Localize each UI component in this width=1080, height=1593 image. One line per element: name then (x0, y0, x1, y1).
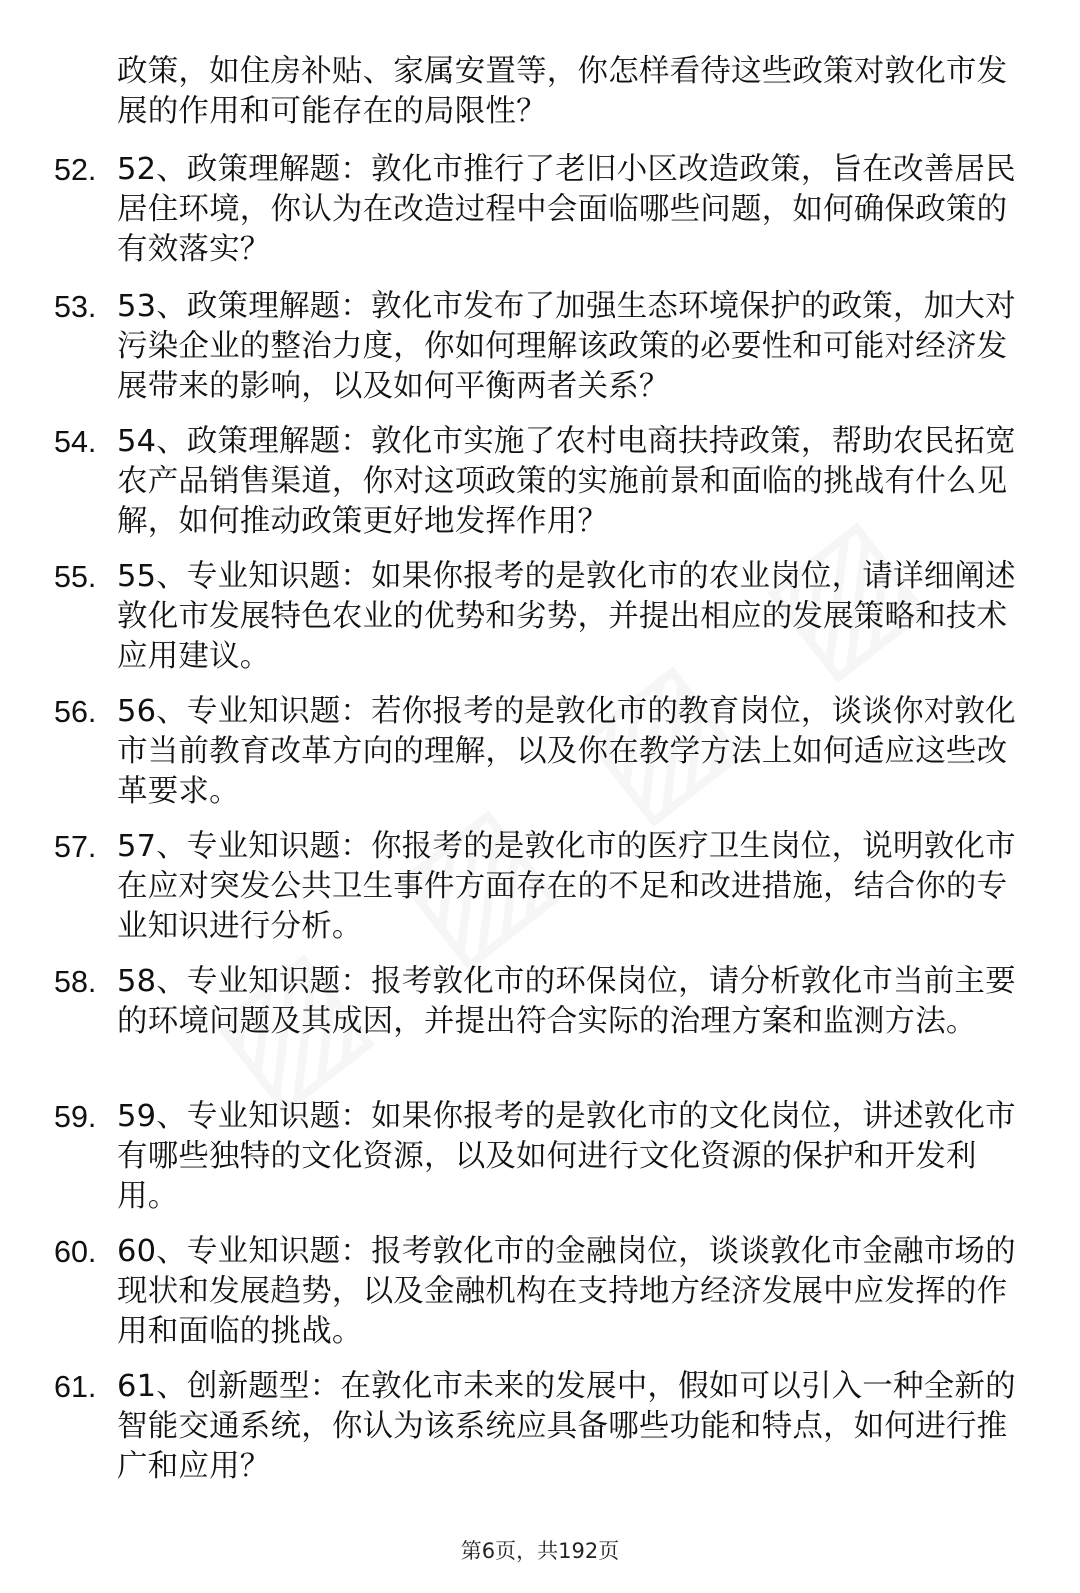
item-text: 61、创新题型：在敦化市未来的发展中，假如可以引入一种全新的智能交通系统，你认为该系统应具备哪些功能和特点，如何进行推广和应用？ (117, 1369, 1016, 1484)
page-footer: 第6页，共192页 (460, 1539, 620, 1563)
item-number: 58. (54, 965, 97, 999)
item-number: 52. (54, 153, 97, 187)
item-number: 53. (54, 290, 97, 324)
item-text: 54、政策理解题：敦化市实施了农村电商扶持政策，帮助农民拓宽农产品销售渠道，你对这项政策的实施前景和面临的挑战有什么见解，如何推动政策更好地发挥作用？ (117, 424, 1016, 539)
item-text: 60、专业知识题：报考敦化市的金融岗位，谈谈敦化市金融市场的现状和发展趋势，以及金融机构在支持地方经济发展中应发挥的作用和面临的挑战。 (117, 1234, 1016, 1349)
item-number: 56. (54, 695, 97, 729)
item-text: 58、专业知识题：报考敦化市的环保岗位，请分析敦化市当前主要的环境问题及其成因，并提出符合实际的治理方案和监测方法。 (117, 964, 1016, 1039)
item-number: 60. (54, 1235, 97, 1269)
continuation-text: 政策，如住房补贴、家属安置等，你怎样看待这些政策对敦化市发展的作用和可能存在的局限性？ (117, 54, 1008, 129)
item-text: 52、政策理解题：敦化市推行了老旧小区改造政策，旨在改善居民居住环境，你认为在改造过程中会面临哪些问题，如何确保政策的有效落实？ (117, 152, 1016, 267)
item-text: 55、专业知识题：如果你报考的是敦化市的农业岗位，请详细阐述敦化市发展特色农业的优势和劣势，并提出相应的发展策略和技术应用建议。 (117, 559, 1016, 674)
item-text: 56、专业知识题：若你报考的是敦化市的教育岗位，谈谈你对敦化市当前教育改革方向的理解，以及你在教学方法上如何适应这些改革要求。 (117, 694, 1016, 809)
item-text: 53、政策理解题：敦化市发布了加强生态环境保护的政策，加大对污染企业的整治力度，你如何理解该政策的必要性和可能对经济发展带来的影响，以及如何平衡两者关系？ (117, 289, 1016, 404)
item-number: 61. (54, 1370, 97, 1404)
item-text: 57、专业知识题：你报考的是敦化市的医疗卫生岗位，说明敦化市在应对突发公共卫生事件方面存在的不足和改进措施，结合你的专业知识进行分析。 (117, 829, 1016, 944)
item-text: 59、专业知识题：如果你报考的是敦化市的文化岗位，讲述敦化市有哪些独特的文化资源，以及如何进行文化资源的保护和开发利用。 (117, 1099, 1016, 1214)
item-number: 57. (54, 830, 97, 864)
item-number: 54. (54, 425, 97, 459)
item-number: 59. (54, 1100, 97, 1134)
item-number: 55. (54, 560, 97, 594)
